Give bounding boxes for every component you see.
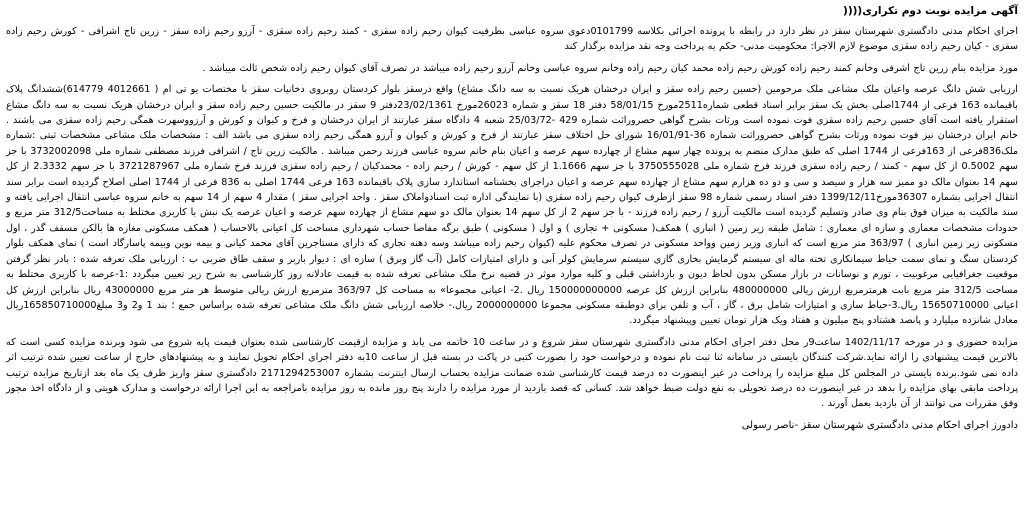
notice-paragraph-owners: مورد مزایده بنام زرین تاج اشرفی وخانم کمند رحیم زاده کورش رحیم زاده محمد کیان رحیم زاده وخانم سروه عباسی وخانم آرزو رحیم زاده میباشد در تصرف آقای کیوان رحیم زاده شخص ثالث میباشد . — [202, 62, 1018, 74]
notice-paragraph-auction-terms: مزایده حضوری و در مورخه 1402/11/17 ساعت9ر محل دفتر اجرای احکام مدنی دادگستری شهرستان سقز شروع و در ساعت 10 خاتمه می یابد و مزایده ازقیمت کارشناسی شده بعنوان قیمت پایه شروع می شود وبرنده مزایده کسی است که بالاترین قیمت پیشنهادی را ارائه نماید.شرکت کنندگان بایستی در سامانه ثنا ثبت نام نموده و درخواست خود را بصورت کتبی در پاکت در بسته قبل از ساعت 10به دفتر اجرای احکام تحویل نمایند و به پیشنهادهای خارج از ساعت تعیین شده ترتیب اثر داده نمی شود.برنده بایستی در المجلس کل مبلغ مزایده را پرداخت در غیر اینصورت ده درصد قیمت کارشناسی شده ضمانت مزایده بحساب ارسال اینترنت بشماره 2171294253007 دادگستری سقز واریز ظرف یک ماه بعد ازتاریخ مزایده ترتیب پرداخت مابقی بهای مزایده را بدهد در غیر اینصورت ده درصد تحویلی به نفع دولت ضبط خواهد شد. کسانی که قصد بازدید از مورد مزایده را دارند پنج روز مانده به روز مزایده بامراجعه به این اجرا ارائه درخواست و مدارک هویتی و از دادگاه اخذ مجوز وفق مقررات می توانند از آن بازدید بعمل آورند . — [6, 336, 1019, 410]
notice-title: آگهی مزایده نوبت دوم تکراری(((( — [843, 5, 1018, 17]
notice-signature: دادورز اجرای احکام مدنی دادگستری شهرستان سقز -ناصر رسولی — [741, 419, 1018, 431]
auction-notice — [6, 4, 1018, 524]
notice-paragraph-valuation: ارزیابی شش دانگ عرصه واعیان ملک مشاعی ملک مرحومین (حسین رحیم زاده سقز و ایران درخشان هریک نسبت به سه دانگ مشاع) واقع درسقز بلوار کردستان روبروی دخانیات سقز با مختصات یو تی ام ( 4012661 614779)ششدانگ پلاک باقیمانده 163 فرعی از 1744اصلی بخش یک سقز برابر اسناد قطعی شماره2511مورخ 58/01/15 دفتر 18 سقز و شماره 26023مورخ 23/02/1361دفتر 9 سقز در مالکیت حسین رحیم زاده سقز و ایران درخشان هریک نسبت به سه دانگ مشاع استقرار یافته است آقای حسین رحیم زاده سقزی فوت نموده است ورثات بشرح گواهی حصروراثت شماره 429 -25/03/72 شعبه 4 دادگاه سقز عبارتند از ایران درخشان و فرخ و کیوان و کورش و آرزووسهرت همگی رحیم زاده سقزی می باشند . خانم ایران درخشان نیز فوت نموده ورثات بشرح گواهی حصروراثت شماره 36-16/01/91 شورای حل اختلاف سقز عبارتند از فرخ و کورش و کیوان و آرزو همگی رحیم زاده سقزی می باشد الف : مشخصات ملک مشاعی مشخصات ثبتی :شماره ملک836فرعی از 163فرعی از 1744 اصلی که طبق مدارک منضم به پرونده چهار سهم مشاع از چهارده سهم عرصه و اعیان بنام خانم سروه عباسی فرزند رحمن میباشد . مالکیت زرین تاج / اشرافی فرزند مصطفی شماره ملی 3732002098 با جز سهم 0.5002 از کل سهم - کمند / رحیم زاده سقزی فرزند فرخ شماره ملی 3750555028 با جز سهم 1.1666 از کل سهم - کورش / رحیم زاده - محمدکیان / رحیم زاده سقزی فرزند فرخ شماره ملی 3721287967 با جز سهم 2.3332 از کل سهم 14 بعنوان مالک دو ممیز سه هزار و سیصد و سی و دو ده هزارم سهم مشاع از چهارده سهم عرصه و اعیان دراجرای بخشنامه استاندارد سازی پلاک باقیمانده 163 فرعی 1744 اصلی به 836 فرعی از 1744 اصلی اصلاح گردیده است برابر سند انتقال اجرایی بشماره 36307مورخ1399/12/11 دفتر اسناد رسمی شماره 98 سقز ازطرف کیوان رحیم زاده سقزی (با نمایندگی اداره ثبت اسنادواملاک سقز . واحد اجرایی سقز ) مقدار 4 سهم از 14 سهم به خانم سروه عباسی انتقال اجرایی یافته و سند مالکیت به میزان فوق بنام وی صادر وتسلیم گردیده است مالکیت آرزو / رحیم زاده فرزند - با جز سهم 2 از کل سهم 14 بعنوان مالک دو سهم مشاع از چهارده سهم عرصه و اعیان عرصه یک نبش با کاربری مختلط به مساحت312/5 متر مربع و حدودات مشخصات معماری و سازه ای معماری : شامل طبقه زیر زمین ( انباری ) همکف( مسکونی + تجاری ) و اول ( مسکونی ) طبق برگه مفاصا حساب شهرداری مساحت کل اعیانی بالاحساب ( همکف مسکونی مغازه ها بالکن مسقف گذر ، اول مسکونی زیر زمین انباری ) 363/97 متر مربع است که انباری وزیر زمین وواحد مسکونی در تصرف محکوم علیه (کیوان رحیم زاده میباشد وسه دهنه تجاری که دارای مستاجرین آقای محمد کیانی و بیمه نوین وبیمه پاسارگاد است ) نمای همکف بلوار کردستان سنگ و نمای سمت حیاط سیمانکاری تخته ماله ای سیستم گرمایش بخاری گازی سیستم سرمایش کولر آبی و دارای امتیازات کامل (آب گاز وبرق ) سازه ای : دیوار باربر و سقف طاق ضربی ب : ارزیابی ملک تعرفه شده : بادر نظر گرفتن موقعیت جغرافیایی مرغوبیت ، تورم و نوسانات در بازار مسکن بدون لحاظ دیون و بازداشتی قبلی و کلیه موارد موثر در قضیه نرخ ملک مشاعی تعرفه شده به قیمت عادلانه روز کارشناسی به شرح زیر تعیین میگردد :1-عرصه با کاربری مختلط به مساحت 312/5 متر مربع بابت هرمترمربع ارزش ریالی 480000000 بنابراین ارزش کل عرصه 150000000000 ریال .2- اعیانی مجموعا» به مساحت کل 363/97 مترمربع ارزش ریالی متوسط هر متر مربع 43000000 ریال بنابراین ارزش کل اعیانی 15650710000 ریال.3-حیاط سازی و امتیازات شامل برق ، گاز ، آب و تلفن برای دوطبقه مسکونی مجموعا 2000000000 ریال.- خلاصه ارزیابی شش دانگ ملک مشاعی تعرفه شده براساس جمع ؛ بند 1 و2 و3 مبلغ165850710000ریال معادل شانزده میلیارد و پانصد هشتادو پنج میلیون و هفتاد ویک هزار تومان تعیین وپیشنهاد میگردد. — [6, 84, 1019, 327]
notice-paragraph-case: اجرای احکام مدنی دادگستری شهرستان سقز در نظر دارد در رابطه با پرونده اجرائی بکلاسه 0101799دعوی سروه عباسی بطرفیت کیوان رحیم زاده سقزی - کمند رحیم زاده سقزی - آرزو رحیم زاده سقز - زرین تاج اشرافی - کورش رحیم زاده سقزی - کیان رحیم زاده سقزی موضوع لازم الاجرا: محکومیت مدنی- حکم به پرداخت وجه نقد مزایده برگذار کند — [6, 26, 1018, 53]
